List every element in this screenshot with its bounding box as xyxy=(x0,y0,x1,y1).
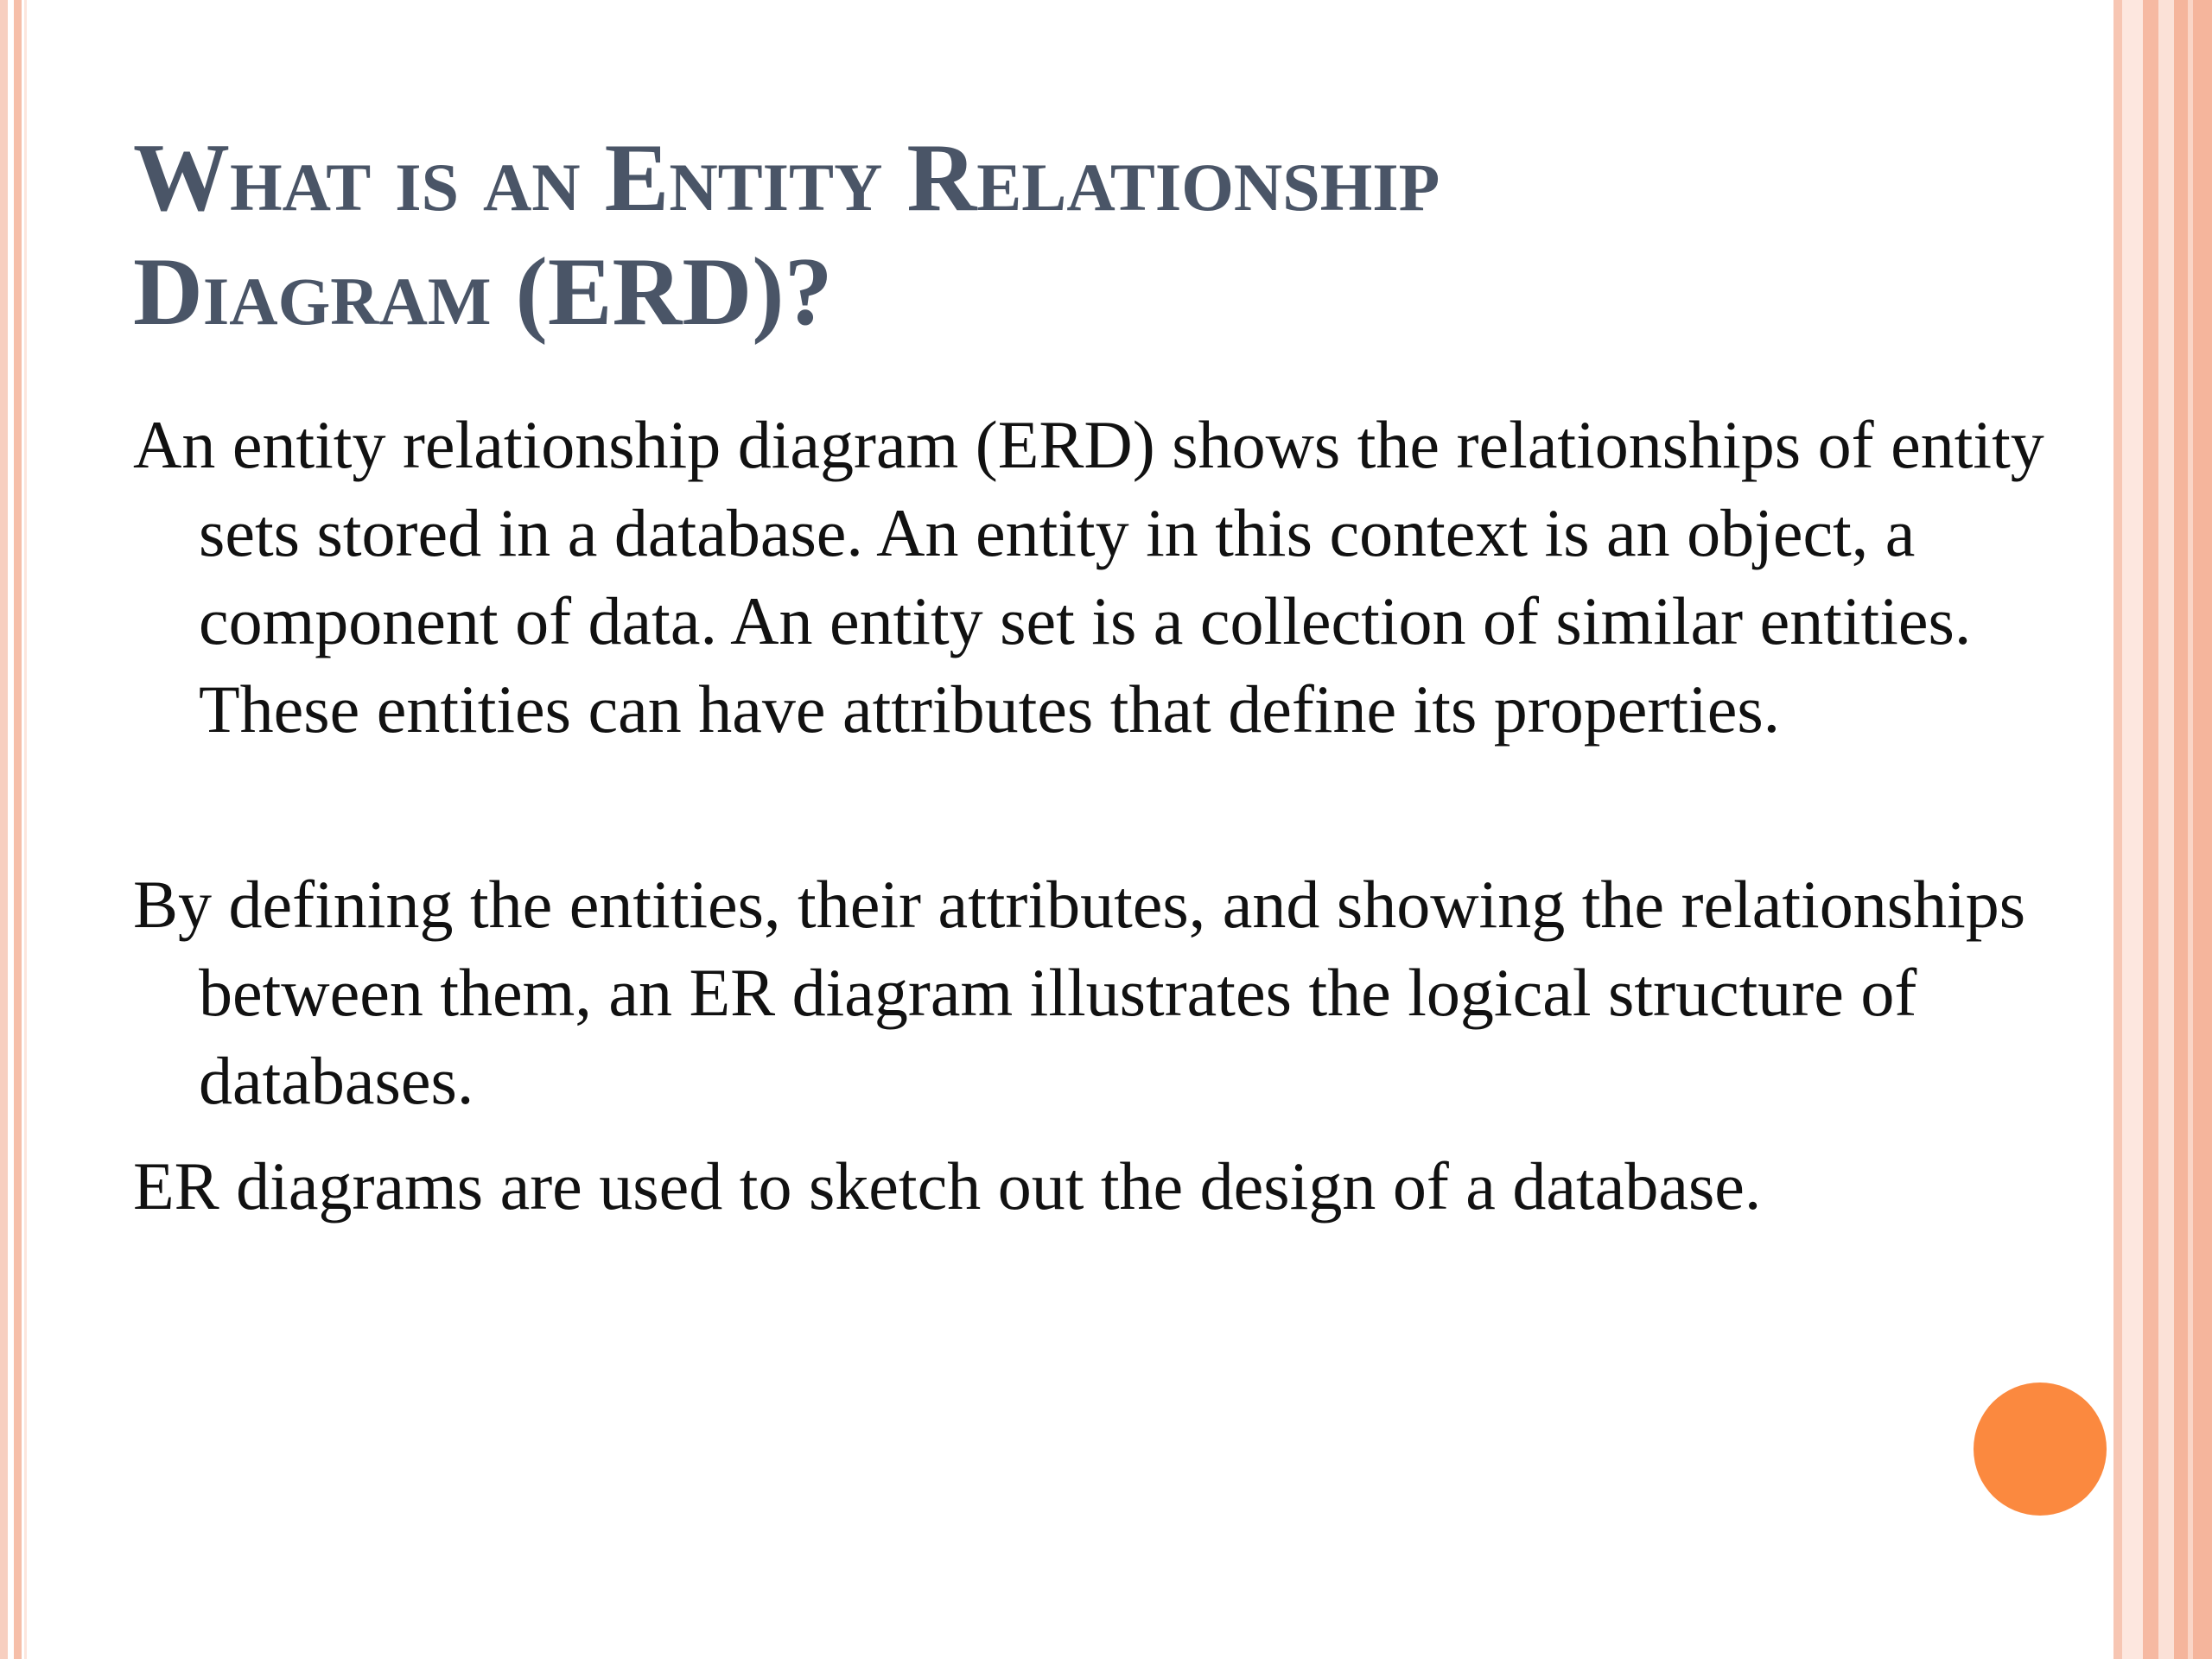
slide-body xyxy=(133,401,2077,1230)
slide-title-line: Diagram (ERD)? xyxy=(133,238,833,346)
left-border-stripe xyxy=(0,0,8,1659)
right-border-band xyxy=(2122,0,2143,1659)
slide-title-line: What is an Entity Relationship xyxy=(133,124,1440,232)
body-paragraph: An entity relationship diagram (ERD) shows the relationships of entity sets stored in a database. An entity in this context is an object, a component of data. An entity set is a collection of similar entities. These entities can have attributes that define its properties. xyxy=(133,407,2044,747)
left-border-line xyxy=(24,0,27,1659)
body-paragraph: By defining the entities, their attributes, and showing the relationships between them, an ER diagram illustrates the logical structure of databases. xyxy=(133,867,2026,1118)
left-border-stripe-inner xyxy=(14,0,22,1659)
right-border-band xyxy=(2158,0,2174,1659)
right-border-stripe xyxy=(2174,0,2212,1659)
body-paragraph: ER diagrams are used to sketch out the design of a database. xyxy=(133,1148,1762,1224)
right-border-stripe xyxy=(2143,0,2158,1659)
slide-title xyxy=(133,121,2034,349)
right-border-line xyxy=(2188,0,2193,1659)
orange-circle-icon xyxy=(1974,1382,2107,1516)
right-border-stripe xyxy=(2113,0,2122,1659)
